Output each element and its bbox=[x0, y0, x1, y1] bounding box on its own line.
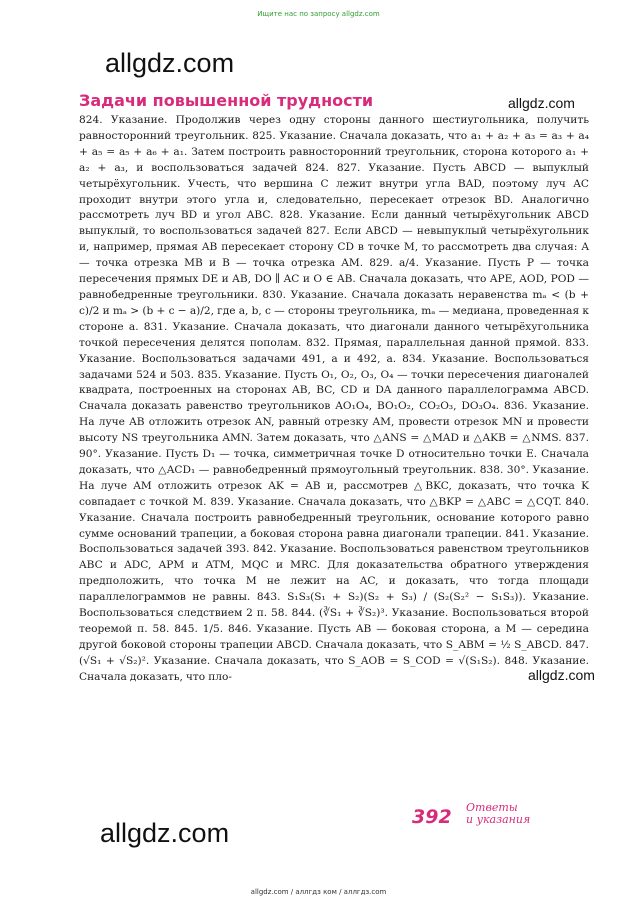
header-link[interactable]: Ищите нас по запросу allgdz.com bbox=[257, 10, 380, 18]
running-footer-label bbox=[466, 802, 566, 826]
watermark-mid-right: allgdz.com bbox=[528, 667, 595, 683]
footer-links[interactable]: allgdz.com / аллгдз ком / аллгдз.com bbox=[250, 888, 387, 896]
running-footer-line-1: Ответы bbox=[466, 801, 518, 814]
running-footer-line-2: и указания bbox=[466, 813, 531, 826]
answers-text bbox=[79, 113, 589, 686]
watermark-top-right: allgdz.com bbox=[508, 95, 575, 111]
answers-paragraph: 824. Указание. Продолжив через одну стороны данного шестиугольника, получить равносторонний треугольник. 825. Указание. Сначала доказать, что a₁ + a₂ + a₃ = a₃ + a₄ + a₅ = a₅ + a₆ + a₁. Затем построить равносторонний треугольник, сторона которого a₁ + a₂ + a₃, и воспользоваться задачей 824. 827. Указание. Пусть ABCD — выпуклый четырёхугольник. Учесть, что вершина C лежит внутри угла BAD, поэтому луч AC проходит внутри этого угла и, следовательно, пересекает отрезок BD. Аналогично рассмотреть луч BD и угол ABC. 828. Указание. Если данный четырёхугольник ABCD выпуклый, то воспользоваться задачей 827. Если ABCD — невыпуклый четырёхугольник и, например, прямая AB пересекает сторону CD в точке M, то рассмотреть два случая: A — точка отрезка MB и B — точка отрезка AM. 829. a/4. Указание. Пусть P — точка пересечения прямых DE и AB, DO ∥ AC и O ∈ AB. Сначала доказать, что APE, AOD, POD — равнобедренные треугольники. 830. Указание. Сначала доказать неравенства mₐ < (b + c)/2 и mₐ > (b + c − a)/2, где a, b, c — стороны треугольника, mₐ — медиана, проведенная к стороне a. 831. Указание. Сначала доказать, что диагонали данного четырёхугольника точкой пересечения делятся пополам. 832. Прямая, параллельная данной прямой. 833. Указание. Воспользоваться задачами 491, а и 492, а. 834. Указание. Воспользоваться задачами 524 и 503. 835. Указание. Пусть O₁, O₂, O₃, O₄ — точки пересечения диагоналей квадрата, построенных на сторонах AB, BC, CD и DA данного параллелограмма ABCD. Сначала доказать равенство треугольников AO₁O₄, BO₁O₂, CO₂O₃, DO₃O₄. 836. Указание. На луче AB отложить отрезок AN, равный отрезку AM, провести отрезок MN и провести высоту NS треугольника AMN. Затем доказать, что △ANS = △MAD и △AKB = △NMS. 837. 90°. Указание. Пусть D₁ — точка, симметричная точке D относительно точки E. Сначала доказать, что △ACD₁ — равнобедренный прямоугольный треугольник. 838. 30°. Указание. На луче AM отложить отрезок AK = AB и, рассмотрев △BKC, доказать, что точка K совпадает с точкой M. 839. Указание. Сначала доказать, что △BKP = △ABC = △CQT. 840. Указание. Сначала построить равнобедренный треугольник, основание которого равно сумме оснований трапеции, а боковая сторона равна диагонали трапеции. 841. Указание. Воспользоваться задачей 393. 842. Указание. Воспользоваться равенством треугольников ABC и ADC, APM и ATM, MQC и MRC. Для доказательства обратного утверждения предположить, что точка M не лежит на AC, и доказать, что тогда площади параллелограммов не равны. 843. S₁S₃(S₁ + S₂)(S₂ + S₃) / (S₂(S₂² − S₁S₃)). Указание. Воспользоваться следствием 2 п. 58. 844. (∛S₁ + ∛S₂)³. Указание. Воспользоваться второй теоремой п. 58. 845. 1/5. 846. Указание. Пусть AB — боковая сторона, a M — середина другой боковой стороны трапеции ABCD. Сначала доказать, что S_ABM = ½ S_ABCD. 847. (√S₁ + √S₂)². Указание. Сначала доказать, что S_AOB = S_COD = √(S₁S₂). 848. Указание. Сначала доказать, что пло- bbox=[79, 114, 589, 683]
watermark-bottom-left: allgdz.com bbox=[100, 818, 230, 848]
watermark-top-left: allgdz.com bbox=[105, 48, 235, 78]
page-number: 392 bbox=[412, 806, 452, 828]
section-title: Задачи повышенной трудности bbox=[79, 91, 374, 110]
